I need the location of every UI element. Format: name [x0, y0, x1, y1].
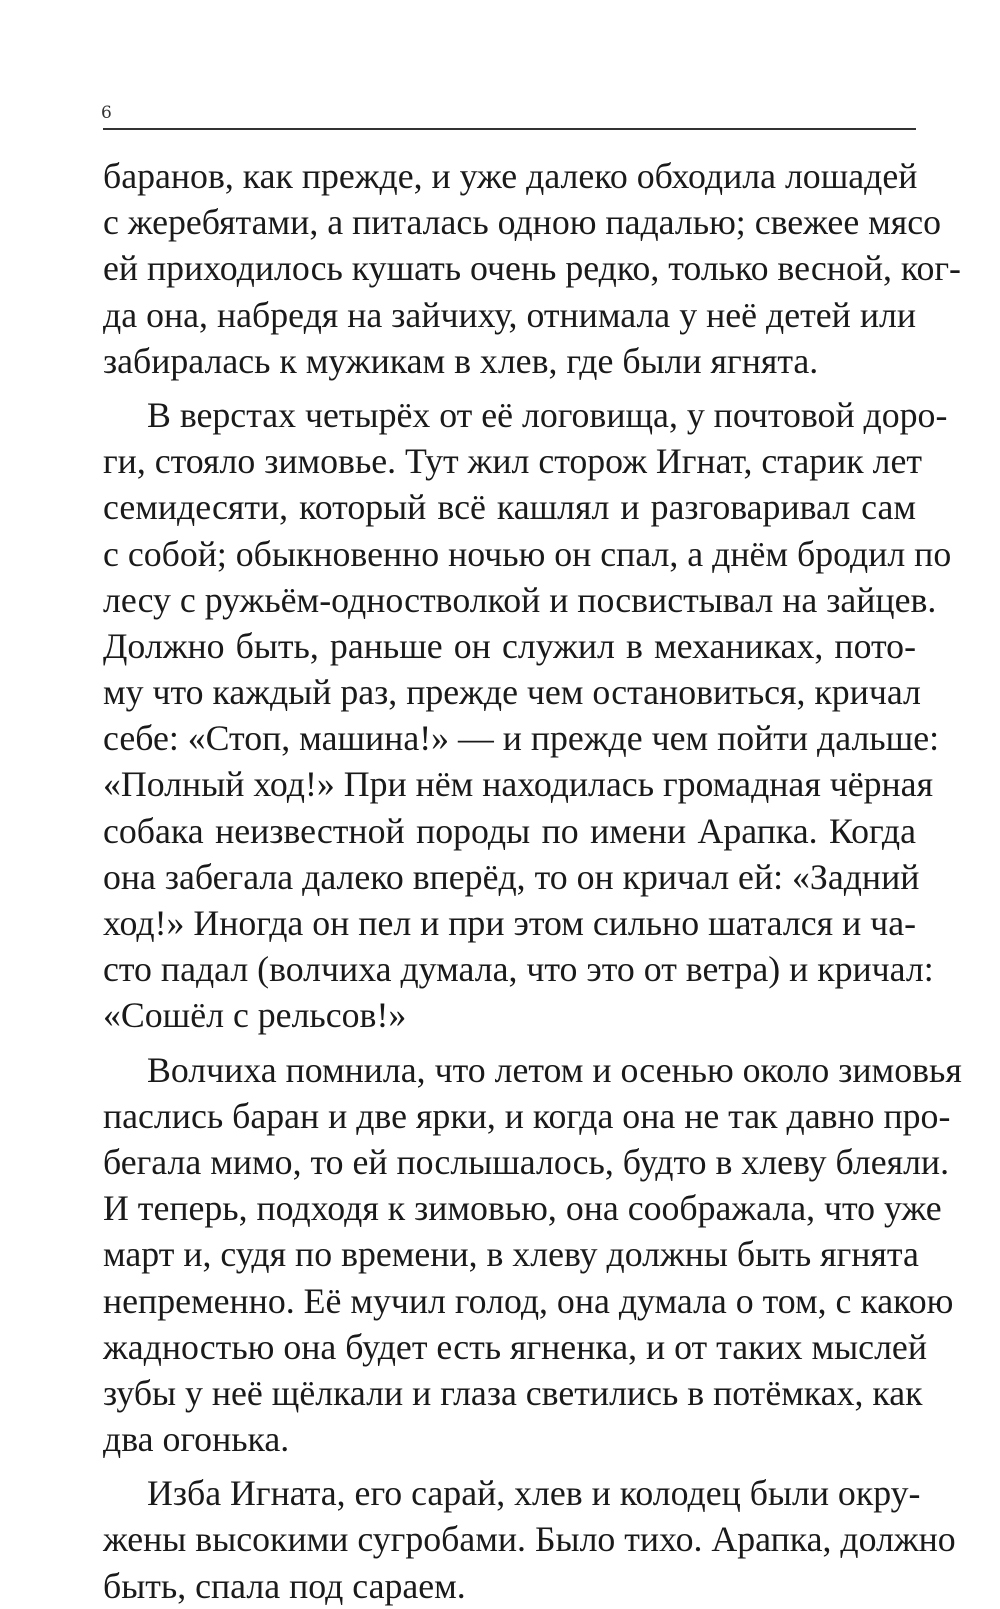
text-line: ей приходилось кушать очень редко, только весной, ког-	[103, 248, 961, 289]
text-line: сто падал (волчиха думала, что это от ветра) и кричал:	[103, 949, 934, 990]
text-line: лесу с ружьём-одностволкой и посвистывал на зайцев.	[103, 579, 937, 620]
text-line: да она, набредя на зайчиху, отнимала у неё детей или	[103, 294, 916, 335]
paragraph-gap	[103, 384, 916, 392]
header-rule	[103, 128, 916, 130]
paragraph	[103, 392, 952, 1039]
text-line: паслись баран и две ярки, и когда она не так давно про-	[103, 1095, 951, 1136]
text-line: Должно быть, раньше он служил в механиках, пото-	[103, 625, 916, 666]
paragraph-gap	[103, 1462, 916, 1470]
text-line: ход!» Иногда он пел и при этом сильно шатался и ча-	[103, 903, 916, 943]
text-line: «Сошёл с рельсов!»	[103, 995, 407, 1036]
text-line: Волчиха помнила, что летом и осенью около зимовья	[147, 1049, 962, 1090]
text-line: быть, спала под сараем.	[103, 1565, 466, 1606]
text-line: зубы у неё щёлкали и глаза светились в потёмках, как	[103, 1372, 923, 1413]
text-line: «Полный ход!» При нём находилась громадная чёрная	[103, 764, 934, 805]
text-line: Изба Игната, его сарай, хлев и колодец были окру-	[147, 1473, 921, 1514]
text-line: она забегала далеко вперёд, то он кричал ей: «Задний	[103, 856, 920, 897]
text-line: баранов, как прежде, и уже далеко обходила лошадей	[103, 156, 918, 196]
text-line: бегала мимо, то ей послышалось, будто в хлеву блеяли.	[103, 1141, 950, 1182]
text-line: собака неизвестной породы по имени Арапка. Когда	[103, 810, 916, 851]
paragraph	[103, 1470, 956, 1609]
text-line: забиралась к мужикам в хлев, где были ягнята.	[103, 340, 819, 381]
body-text	[103, 153, 962, 1609]
text-line: с собой; обыкновенно ночью он спал, а днём бродил по	[103, 533, 952, 574]
text-line: И теперь, подходя к зимовью, она соображала, что уже	[103, 1188, 942, 1229]
page-number: 6	[101, 103, 112, 123]
text-line: В верстах четырёх от её логовища, у почтовой доро-	[147, 394, 948, 435]
text-line: семидесяти, который всё кашлял и разговаривал сам	[103, 487, 916, 528]
paragraph	[103, 1047, 962, 1463]
paragraph	[103, 153, 961, 384]
text-line: жены высокими сугробами. Было тихо. Арапка, должно	[103, 1519, 956, 1560]
text-line: непременно. Её мучил голод, она думала о том, с какою	[103, 1280, 954, 1321]
text-line: два огонька.	[103, 1419, 290, 1460]
text-line: му что каждый раз, прежде чем остановиться, кричал	[103, 672, 921, 713]
text-line: жадностью она будет есть ягненка, и от таких мыслей	[103, 1326, 927, 1367]
text-line: себе: «Стоп, машина!» — и прежде чем пойти дальше:	[103, 718, 940, 759]
text-line: ги, стояло зимовье. Тут жил сторож Игнат, старик лет	[103, 441, 923, 482]
text-line: с жеребятами, а питалась одною падалью; свежее мясо	[103, 202, 942, 243]
paragraph-gap	[103, 1039, 916, 1047]
text-line: март и, судя по времени, в хлеву должны быть ягнята	[103, 1234, 919, 1275]
